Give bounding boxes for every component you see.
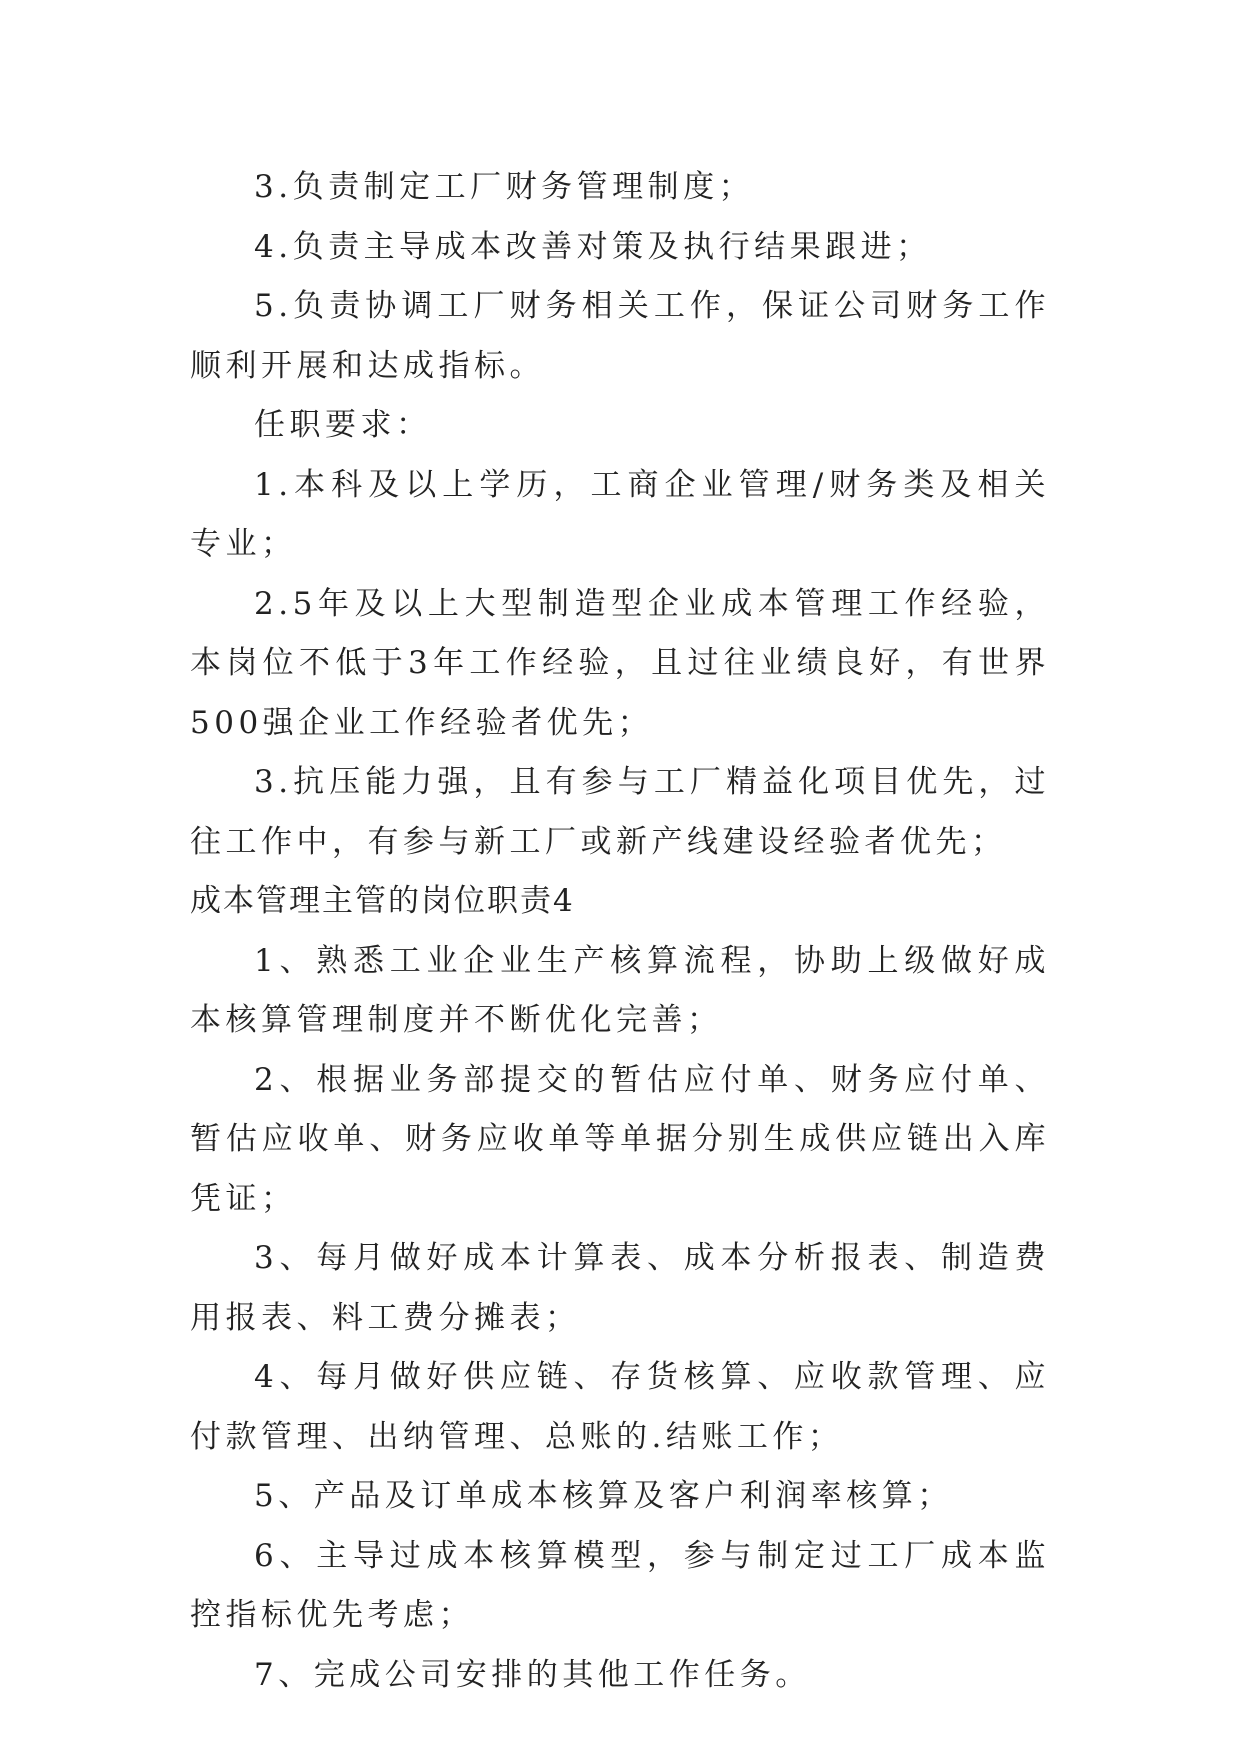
paragraph-requirement-3: 3.抗压能力强，且有参与工厂精益化项目优先，过往工作中，有参与新工厂或新产线建设经验者优先； bbox=[190, 764, 1050, 860]
paragraph-requirement-1: 1.本科及以上学历，工商企业管理/财务类及相关专业； bbox=[190, 466, 1050, 562]
requirements-label: 任职要求： bbox=[254, 407, 432, 443]
paragraph-duty-5: 5.负责协调工厂财务相关工作，保证公司财务工作顺利开展和达成指标。 bbox=[190, 288, 1050, 384]
paragraph-item-1: 1、熟悉工业企业生产核算流程，协助上级做好成本核算管理制度并不断优化完善； bbox=[190, 942, 1050, 1038]
paragraph-item-4: 4、每月做好供应链、存货核算、应收款管理、应付款管理、出纳管理、总账的.结账工作； bbox=[190, 1359, 1050, 1455]
paragraph-requirement-2: 2.5年及以上大型制造型企业成本管理工作经验，本岗位不低于3年工作经验，且过往业绩良好，有世界500强企业工作经验者优先； bbox=[190, 585, 1050, 741]
section-heading: 成本管理主管的岗位职责4 bbox=[190, 883, 575, 919]
paragraph-item-7: 7、完成公司安排的其他工作任务。 bbox=[254, 1656, 811, 1693]
paragraph-duty-3: 3.负责制定工厂财务管理制度； bbox=[254, 169, 755, 205]
paragraph-item-5: 5、产品及订单成本核算及客户利润率核算； bbox=[254, 1478, 953, 1514]
paragraph-duty-4: 4.负责主导成本改善对策及执行结果跟进； bbox=[254, 228, 932, 265]
paragraph-item-2: 2、根据业务部提交的暂估应付单、财务应付单、暂估应收单、财务应收单等单据分别生成供应链出入库凭证； bbox=[190, 1061, 1050, 1217]
document-body bbox=[190, 158, 1050, 1705]
paragraph-item-3: 3、每月做好成本计算表、成本分析报表、制造费用报表、料工费分摊表； bbox=[190, 1240, 1050, 1336]
paragraph-item-6: 6、主导过成本核算模型，参与制定过工厂成本监控指标优先考虑； bbox=[190, 1537, 1050, 1633]
